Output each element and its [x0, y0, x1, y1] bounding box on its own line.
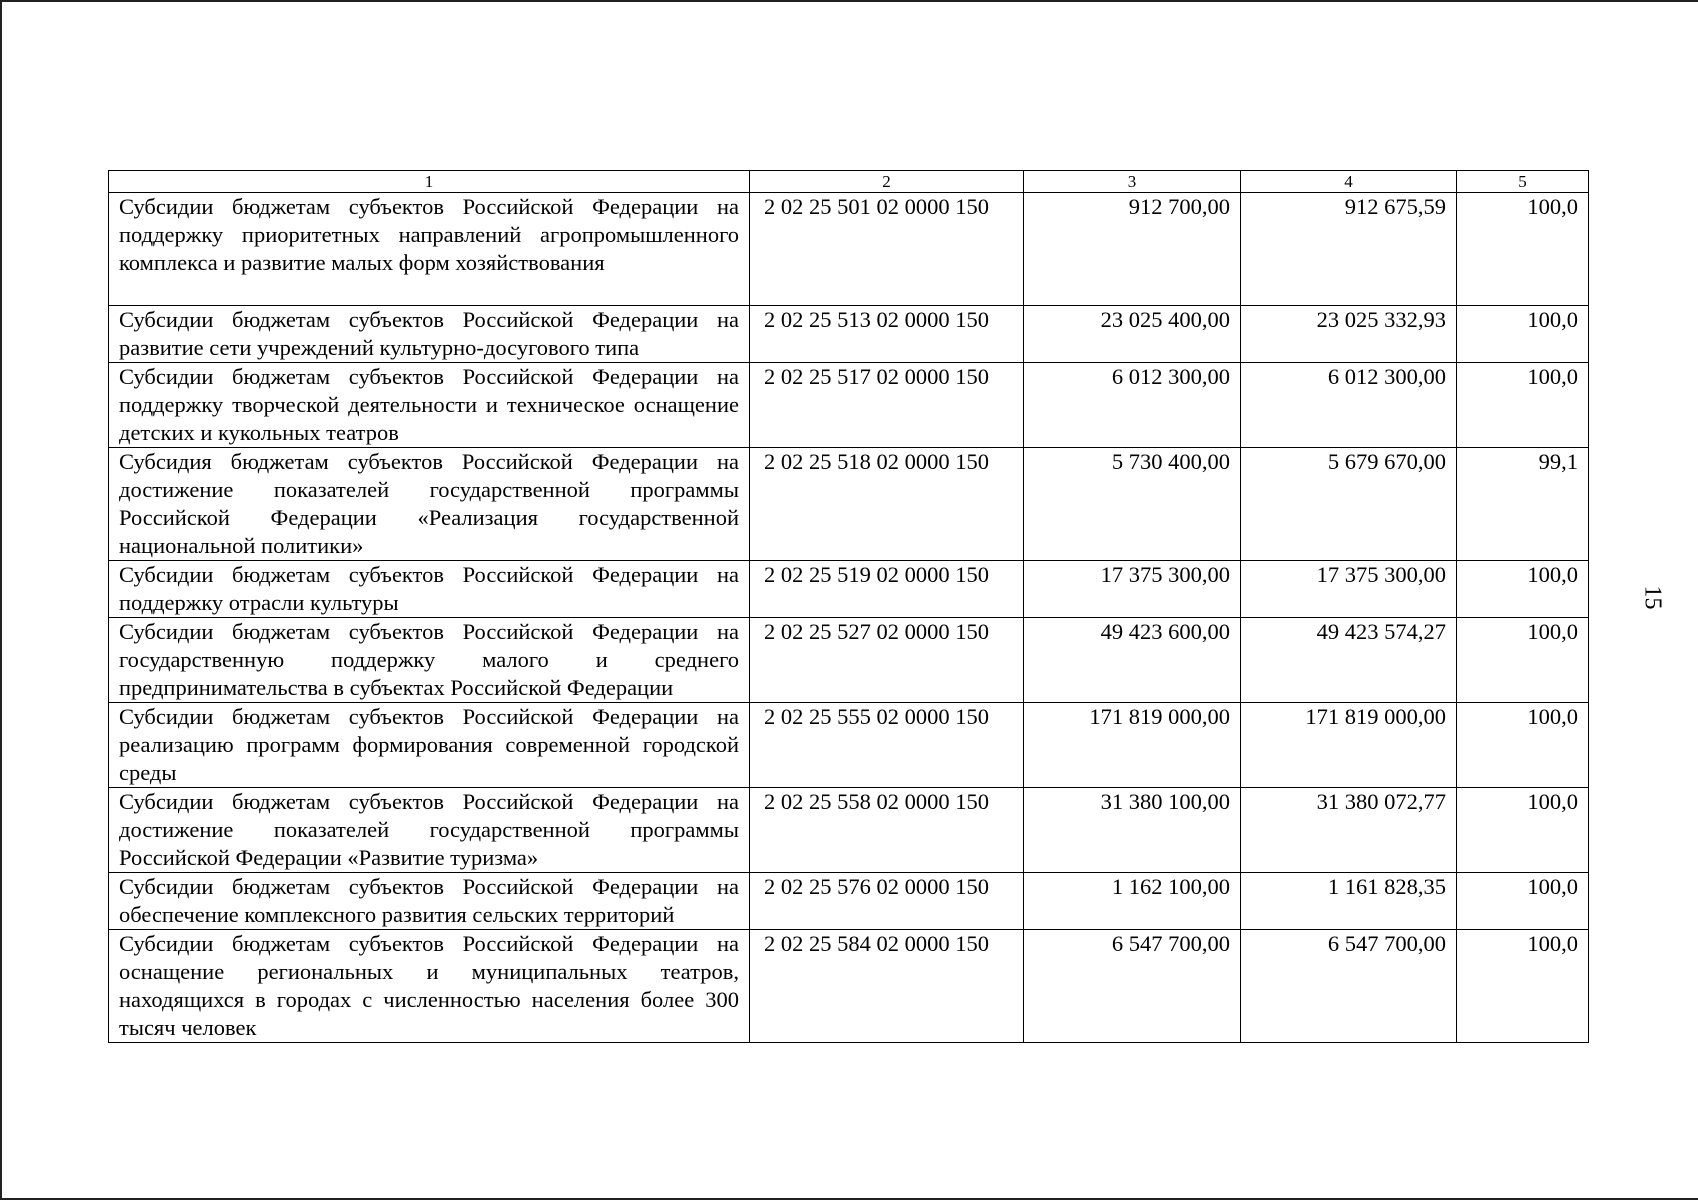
budget-code: 2 02 25 513 02 0000 150	[750, 306, 1024, 363]
budget-code: 2 02 25 555 02 0000 150	[750, 703, 1024, 788]
execution-percent: 100,0	[1457, 561, 1589, 618]
actual-amount: 23 025 332,93	[1241, 306, 1457, 363]
table-row	[109, 306, 1589, 363]
execution-percent: 100,0	[1457, 930, 1589, 1043]
table-row	[109, 363, 1589, 448]
planned-amount: 912 700,00	[1024, 193, 1241, 306]
budget-code: 2 02 25 519 02 0000 150	[750, 561, 1024, 618]
table-row	[109, 703, 1589, 788]
planned-amount: 31 380 100,00	[1024, 788, 1241, 873]
planned-amount: 6 012 300,00	[1024, 363, 1241, 448]
column-number-3: 3	[1024, 171, 1241, 193]
actual-amount: 49 423 574,27	[1241, 618, 1457, 703]
column-number-row	[109, 171, 1589, 193]
execution-percent: 100,0	[1457, 618, 1589, 703]
table-row	[109, 788, 1589, 873]
page-number: 15	[1639, 585, 1666, 610]
budget-code: 2 02 25 518 02 0000 150	[750, 448, 1024, 561]
table-row	[109, 930, 1589, 1043]
planned-amount: 17 375 300,00	[1024, 561, 1241, 618]
actual-amount: 171 819 000,00	[1241, 703, 1457, 788]
execution-percent: 100,0	[1457, 306, 1589, 363]
budget-code: 2 02 25 576 02 0000 150	[750, 873, 1024, 930]
subsidy-name: Субсидии бюджетам субъектов Российской Федерации на достижение показателей государственной программы Российской Федерации «Развитие туризма»	[109, 788, 750, 873]
actual-amount: 912 675,59	[1241, 193, 1457, 306]
table-row	[109, 618, 1589, 703]
actual-amount: 6 547 700,00	[1241, 930, 1457, 1043]
actual-amount: 17 375 300,00	[1241, 561, 1457, 618]
planned-amount: 5 730 400,00	[1024, 448, 1241, 561]
subsidies-table	[108, 170, 1589, 1043]
table-row	[109, 193, 1589, 306]
planned-amount: 49 423 600,00	[1024, 618, 1241, 703]
column-number-2: 2	[750, 171, 1024, 193]
planned-amount: 171 819 000,00	[1024, 703, 1241, 788]
subsidy-name: Субсидии бюджетам субъектов Российской Федерации на поддержку творческой деятельности и техническое оснащение детских и кукольных театров	[109, 363, 750, 448]
execution-percent: 100,0	[1457, 788, 1589, 873]
budget-code: 2 02 25 558 02 0000 150	[750, 788, 1024, 873]
budget-code: 2 02 25 584 02 0000 150	[750, 930, 1024, 1043]
execution-percent: 100,0	[1457, 363, 1589, 448]
column-number-1: 1	[109, 171, 750, 193]
planned-amount: 23 025 400,00	[1024, 306, 1241, 363]
planned-amount: 6 547 700,00	[1024, 930, 1241, 1043]
subsidy-name: Субсидии бюджетам субъектов Российской Федерации на развитие сети учреждений культурно-досугового типа	[109, 306, 750, 363]
planned-amount: 1 162 100,00	[1024, 873, 1241, 930]
actual-amount: 31 380 072,77	[1241, 788, 1457, 873]
subsidy-name: Субсидии бюджетам субъектов Российской Федерации на поддержку отрасли культуры	[109, 561, 750, 618]
execution-percent: 100,0	[1457, 193, 1589, 306]
actual-amount: 5 679 670,00	[1241, 448, 1457, 561]
execution-percent: 99,1	[1457, 448, 1589, 561]
budget-code: 2 02 25 517 02 0000 150	[750, 363, 1024, 448]
subsidy-name: Субсидии бюджетам субъектов Российской Федерации на реализацию программ формирования современной городской среды	[109, 703, 750, 788]
actual-amount: 6 012 300,00	[1241, 363, 1457, 448]
column-number-4: 4	[1241, 171, 1457, 193]
table-row	[109, 873, 1589, 930]
subsidy-name: Субсидии бюджетам субъектов Российской Федерации на поддержку приоритетных направлений агропромышленного комплекса и развитие малых форм хозяйствования	[109, 193, 750, 306]
execution-percent: 100,0	[1457, 873, 1589, 930]
actual-amount: 1 161 828,35	[1241, 873, 1457, 930]
subsidy-name: Субсидия бюджетам субъектов Российской Федерации на достижение показателей государственной программы Российской Федерации «Реализация государственной национальной политики»	[109, 448, 750, 561]
budget-code: 2 02 25 527 02 0000 150	[750, 618, 1024, 703]
subsidy-name: Субсидии бюджетам субъектов Российской Федерации на обеспечение комплексного развития сельских территорий	[109, 873, 750, 930]
budget-code: 2 02 25 501 02 0000 150	[750, 193, 1024, 306]
table-row	[109, 561, 1589, 618]
execution-percent: 100,0	[1457, 703, 1589, 788]
table-row	[109, 448, 1589, 561]
column-number-5: 5	[1457, 171, 1589, 193]
subsidy-name: Субсидии бюджетам субъектов Российской Федерации на государственную поддержку малого и среднего предпринимательства в субъектах Российской Федерации	[109, 618, 750, 703]
subsidy-name: Субсидии бюджетам субъектов Российской Федерации на оснащение региональных и муниципальных театров, находящихся в городах с численностью населения более 300 тысяч человек	[109, 930, 750, 1043]
